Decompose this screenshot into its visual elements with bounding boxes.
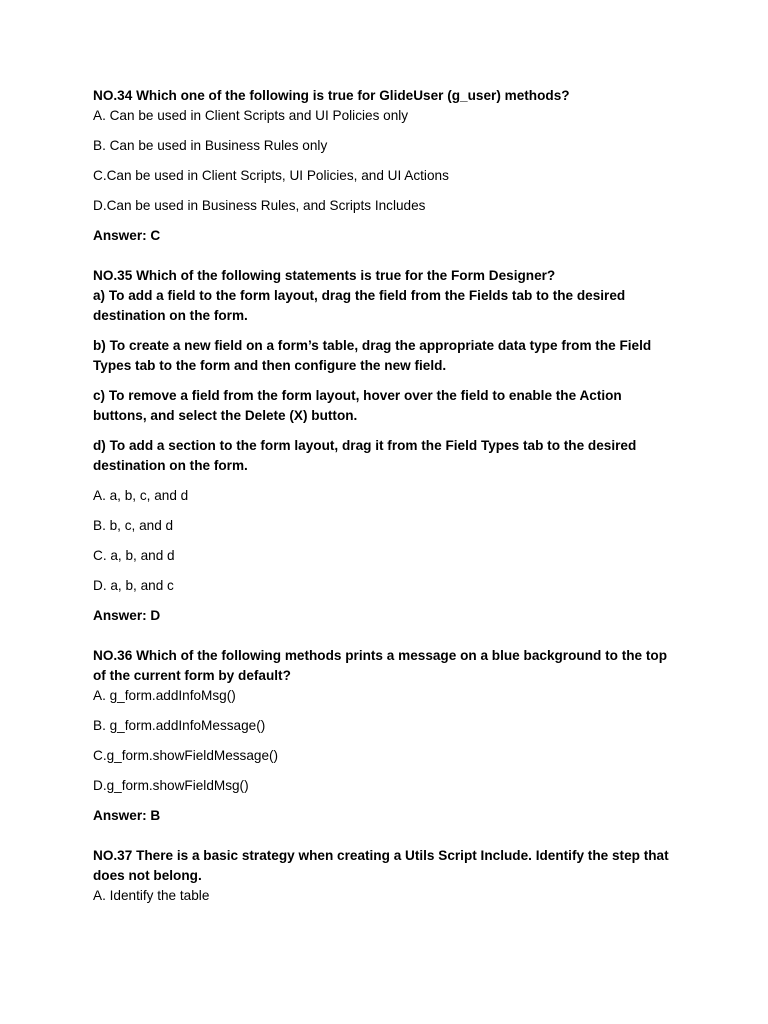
answer-option: D.Can be used in Business Rules, and Scripts Includes <box>93 198 426 213</box>
answer-option: D. a, b, and c <box>93 578 174 593</box>
question-title: NO.35 Which of the following statements is true for the Form Designer? <box>93 268 556 283</box>
question-34 <box>93 86 673 246</box>
answer-option: C.Can be used in Client Scripts, UI Policies, and UI Actions <box>93 168 449 183</box>
statement: d) To add a section to the form layout, drag it from the Field Types tab to the desired destination on the form. <box>93 438 637 473</box>
answer-option: C. a, b, and d <box>93 548 175 563</box>
answer-option: A. a, b, c, and d <box>93 488 189 503</box>
question-title: NO.34 Which one of the following is true for GlideUser (g_user) methods? <box>93 88 570 103</box>
answer-key: Answer: D <box>93 608 161 623</box>
statement: b) To create a new field on a form’s table, drag the appropriate data type from the Field Types tab to the form and then configure the new field. <box>93 338 652 373</box>
question-36 <box>93 646 673 826</box>
answer-option: D.g_form.showFieldMsg() <box>93 778 249 793</box>
answer-key: Answer: B <box>93 808 161 823</box>
answer-option: A. g_form.addInfoMsg() <box>93 688 236 703</box>
answer-key: Answer: C <box>93 228 161 243</box>
statement: c) To remove a field from the form layout, hover over the field to enable the Action buttons, and select the Delete (X) button. <box>93 388 622 423</box>
question-35 <box>93 266 673 626</box>
document-page <box>93 86 673 906</box>
statement: a) To add a field to the form layout, drag the field from the Fields tab to the desired destination on the form. <box>93 288 626 323</box>
question-title: NO.36 Which of the following methods prints a message on a blue background to the top of the current form by default? <box>93 648 667 683</box>
answer-option: C.g_form.showFieldMessage() <box>93 748 279 763</box>
question-37 <box>93 846 673 906</box>
answer-option: B. Can be used in Business Rules only <box>93 138 328 153</box>
answer-option: A. Identify the table <box>93 888 210 903</box>
question-title: NO.37 There is a basic strategy when creating a Utils Script Include. Identify the step that does not belong. <box>93 848 669 883</box>
answer-option: B. b, c, and d <box>93 518 174 533</box>
answer-option: A. Can be used in Client Scripts and UI Policies only <box>93 108 409 123</box>
answer-option: B. g_form.addInfoMessage() <box>93 718 266 733</box>
